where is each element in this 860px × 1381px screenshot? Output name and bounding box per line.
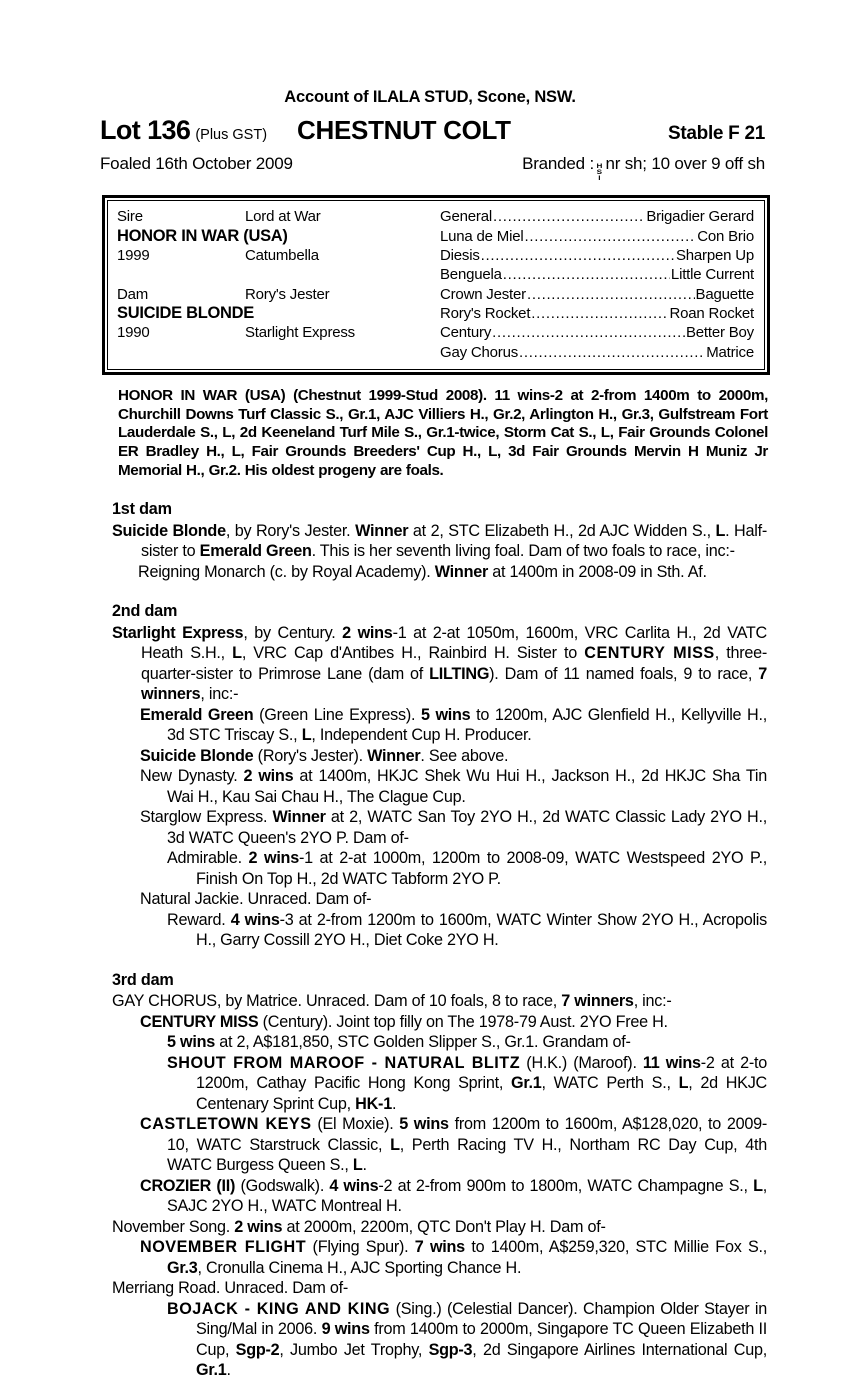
brand-symbol-icon xyxy=(596,164,602,182)
leader-dots xyxy=(527,285,695,304)
bj-t4: , 2d Singapore Airlines International Cup, xyxy=(472,1340,768,1359)
gp-dam: Matrice xyxy=(706,343,754,361)
bj-b1: 9 wins xyxy=(321,1320,370,1339)
november-flight-name: NOVEMBER FLIGHT xyxy=(140,1238,307,1257)
pedigree-inner xyxy=(107,200,765,370)
horse-type: CHESTNUT COLT xyxy=(297,115,511,146)
gc-t1: -1 at 2-at 1000m, 1200m to 2008-09, WATC Westspeed 2YO P., Finish On Top H., 2d WATC Tabform 2YO P. xyxy=(196,849,767,888)
gp-dam: Better Boy xyxy=(685,324,754,342)
nf-t2: to 1400m, A$259,320, STC Millie Fox S., xyxy=(464,1238,767,1257)
gp-sire: Gay Chorus xyxy=(440,343,519,361)
first-dam-main xyxy=(112,521,767,562)
td-t1: GAY CHORUS, by Matrice. Unraced. Dam of 10 foals, 8 to race, xyxy=(112,992,562,1011)
pedigree-left-column xyxy=(108,207,436,362)
third-dam-grandchild xyxy=(112,1299,767,1381)
second-dam-heading: 2nd dam xyxy=(112,602,178,621)
first-dam-name: Suicide Blonde xyxy=(112,521,226,540)
branded-label: Branded : xyxy=(522,154,594,174)
second-dam-child xyxy=(112,705,767,746)
child-detail: at 1400m in 2008-09 in Sth. Af. xyxy=(488,562,707,581)
child-t1: (Rory's Jester). xyxy=(253,746,368,765)
child-winner: Winner xyxy=(434,562,489,581)
pedigree-gp-row xyxy=(440,227,754,246)
first-dam-listed: L xyxy=(715,521,726,540)
sire-race-record: HONOR IN WAR (USA) (Chestnut 1999-Stud 2008). 11 wins-2 at 2-from 1400m to 2000m, Churchill Downs Turf Classic S., Gr.1, AJC Villiers H., Gr.2, Arlington H., Gr.3, Gulfstream Fort Lauderdale S., L, 2d Keeneland Turf Mile S., Gr.1-twice, Storm Cat S., L, Fair Grounds Colonel ER Bradley H., L, Fair Grounds Breeders' Cup H., L, 3d Fair Grounds Mervin H Muniz Jr Memorial H., Gr.2. His oldest progeny are foals. xyxy=(118,387,768,479)
foaled-date: Foaled 16th October 2009 xyxy=(100,154,293,174)
third-dam-section xyxy=(112,970,767,1381)
shout-t2: -2 at 2-to 1200m, Cathay Pacific Hong Kong Sprint, xyxy=(196,1053,767,1093)
account-line: Account of ILALA STUD, Scone, NSW. xyxy=(284,88,576,106)
td-b1: 7 winners xyxy=(561,992,634,1011)
gc-b1: 4 wins xyxy=(230,910,280,929)
nf-b2: Gr.3 xyxy=(167,1258,198,1277)
pedigree-right-column xyxy=(436,207,764,362)
gp-sire: General xyxy=(440,208,492,226)
sd-b3-century-miss: CENTURY MISS xyxy=(584,644,715,663)
sd-t1: , by Century. xyxy=(243,623,343,642)
shout-t1: (H.K.) (Maroof). xyxy=(520,1053,643,1072)
branded-value: nr sh; 10 over 9 off sh xyxy=(605,154,765,174)
shout-b4: HK-1 xyxy=(355,1094,392,1113)
second-dam-child xyxy=(112,889,767,910)
child-name: Starglow Express. xyxy=(140,808,273,827)
cz-t3: , SAJC 2YO H., WATC Montreal H. xyxy=(167,1176,767,1216)
brand-symbol-mid: S xyxy=(596,169,602,177)
gst-note: (Plus GST) xyxy=(195,127,268,144)
child-b1: 2 wins xyxy=(243,767,294,786)
sd-t5: ). Dam of 11 named foals, 9 to race, xyxy=(489,664,759,683)
first-dam-t2: at 2, STC Elizabeth H., 2d AJC Widden S., xyxy=(408,521,716,540)
gp-dam: Sharpen Up xyxy=(675,246,754,264)
third-dam-grandchild xyxy=(112,1237,767,1278)
merriang-name: Merriang Road. Unraced. Dam of- xyxy=(112,1279,349,1298)
bj-t5: . xyxy=(226,1361,231,1380)
cm-b1: 5 wins xyxy=(167,1033,215,1052)
ck-t4: . xyxy=(362,1156,367,1175)
cm-t1: (Century). Joint top filly on The 1978-79 Aust. 2YO Free H. xyxy=(258,1012,668,1031)
pedigree-table xyxy=(102,195,770,375)
child-t2: at 2, WATC San Toy 2YO H., 2d WATC Classic Lady 2YO H., 3d WATC Queen's 2YO P. Dam of- xyxy=(167,808,767,847)
sd-t4: , three-quarter-sister to Primrose Lane (dam of xyxy=(141,644,767,683)
brand-symbol-bottom: I xyxy=(598,175,601,183)
child-b1: Winner xyxy=(272,808,326,827)
third-dam-heading: 3rd dam xyxy=(112,970,174,989)
first-dam-section xyxy=(112,499,767,582)
sire-sire-name: Lord at War xyxy=(245,208,321,226)
sd-t2: -1 at 2-at 1050m, 1600m, VRC Carlita H., 2d VATC Heath S.H., xyxy=(141,623,767,663)
ck-b1: 5 wins xyxy=(399,1115,449,1134)
first-dam-emerald: Emerald Green xyxy=(199,542,312,561)
second-dam-child xyxy=(112,766,767,807)
sd-b2: L xyxy=(232,644,242,663)
sd-t6: , inc:- xyxy=(200,685,239,704)
dam-dam-name: Starlight Express xyxy=(245,324,355,342)
sire-label: Sire xyxy=(117,208,143,226)
child-t2: . See above. xyxy=(420,746,509,765)
nf-t1: (Flying Spur). xyxy=(306,1238,415,1257)
pedigree-sire-row xyxy=(117,207,436,226)
child-name: New Dynasty. xyxy=(140,767,244,786)
shout-name: SHOUT FROM MAROOF - NATURAL BLITZ xyxy=(167,1053,521,1072)
bj-t1: (Sing.) (Celestial Dancer). Champion Older Stayer in Sing/Mal in 2006. xyxy=(196,1299,767,1339)
first-dam-t3: . Half-sister to xyxy=(141,521,767,561)
pedigree-gp-row xyxy=(440,265,754,284)
gp-sire: Crown Jester xyxy=(440,285,526,303)
leader-dots xyxy=(493,207,645,226)
pedigree-gp-row xyxy=(440,323,754,342)
gp-sire: Diesis xyxy=(440,246,480,264)
second-dam-grandchild xyxy=(112,848,767,889)
dam-label: Dam xyxy=(117,285,149,303)
bj-b2: Sgp-2 xyxy=(235,1340,280,1359)
third-dam-child-cont xyxy=(112,1032,767,1053)
child-name: Emerald Green xyxy=(140,705,254,724)
ck-b2: L xyxy=(390,1135,400,1154)
gp-dam: Little Current xyxy=(670,266,754,284)
child-t3: , Independent Cup H. Producer. xyxy=(311,726,532,745)
sd-b4-lilting: LILTING xyxy=(429,664,490,683)
crozier-name: CROZIER (II) xyxy=(140,1176,236,1195)
gc-b1: 2 wins xyxy=(248,849,299,868)
sire-name: HONOR IN WAR (USA) xyxy=(117,226,288,245)
pedigree-gp-row xyxy=(440,207,754,226)
leader-dots xyxy=(492,323,685,342)
child-b1: Winner xyxy=(367,746,421,765)
leader-dots xyxy=(481,246,675,265)
sd-b5-winners: 7 winners xyxy=(141,664,767,704)
pedigree-spacer xyxy=(117,265,436,284)
gc-t1: -3 at 2-from 1200m to 1600m, WATC Winter Show 2YO H., Acropolis H., Garry Cossill 2YO H., Diet Coke 2YO H. xyxy=(196,910,767,950)
cz-t2: -2 at 2-from 900m to 1800m, WATC Champagne S., xyxy=(378,1176,754,1195)
ck-t3: , Perth Racing TV H., Northam RC Day Cup, 4th WATC Burgess Queen S., xyxy=(167,1135,767,1175)
ns-b1: 2 wins xyxy=(234,1217,283,1236)
pedigree-dam-year-row xyxy=(117,323,436,342)
third-dam-child xyxy=(112,1012,767,1033)
shout-t5: . xyxy=(391,1094,397,1113)
cz-b1: 4 wins xyxy=(329,1176,379,1195)
first-dam-t1: , by Rory's Jester. xyxy=(225,521,356,540)
child-name: Reigning Monarch (c. by Royal Academy). xyxy=(138,562,435,581)
gp-dam: Con Brio xyxy=(697,227,754,245)
shout-b1: 11 wins xyxy=(642,1053,701,1072)
pedigree-sire-name-row xyxy=(117,227,436,246)
child-name: Natural Jackie. Unraced. Dam of- xyxy=(140,890,372,909)
bj-t2: from 1400m to 2000m, Singapore TC Queen Elizabeth II Cup, xyxy=(196,1320,767,1359)
gp-sire: Rory's Rocket xyxy=(440,305,531,323)
lot-title-row xyxy=(0,106,860,146)
ns-name: November Song. xyxy=(112,1217,235,1236)
pedigree-gp-row xyxy=(440,343,754,362)
pedigree-dam-row xyxy=(117,285,436,304)
branded-info xyxy=(522,154,765,183)
nf-t3: , Cronulla Cinema H., AJC Sporting Chance H. xyxy=(197,1258,522,1277)
bojack-name: BOJACK - KING AND KING xyxy=(167,1299,391,1318)
first-dam-winner: Winner xyxy=(355,521,409,540)
gp-sire: Benguela xyxy=(440,266,502,284)
bj-t3: , Jumbo Jet Trophy, xyxy=(279,1340,429,1359)
second-dam-grandchild xyxy=(112,910,767,951)
foaled-branded-row xyxy=(0,146,860,183)
third-dam-grandchild xyxy=(112,1053,767,1115)
leader-dots xyxy=(519,343,705,362)
child-t1: (Green Line Express). xyxy=(253,705,421,724)
gp-dam: Brigadier Gerard xyxy=(646,208,754,226)
gp-sire: Century xyxy=(440,324,492,342)
third-dam-main xyxy=(112,991,767,1012)
shout-t3: , WATC Perth S., xyxy=(541,1074,679,1093)
nf-b1: 7 wins xyxy=(414,1238,465,1257)
child-t2: at 1400m, HKJC Shek Wu Hui H., Jackson H., 2d HKJC Sha Tin Wai H., Kau Sai Chau H., The Clague Cup. xyxy=(167,767,767,806)
century-miss-name: CENTURY MISS xyxy=(140,1012,259,1031)
brand-symbol-top: H xyxy=(596,163,603,171)
third-dam-child xyxy=(112,1114,767,1176)
dam-year: 1990 xyxy=(117,324,150,342)
second-dam-child xyxy=(112,746,767,767)
gc-name: Reward. xyxy=(167,910,231,929)
shout-t4: , 2d HKJC Centenary Sprint Cup, xyxy=(196,1074,767,1113)
leader-dots xyxy=(525,227,697,246)
cm-t2: at 2, A$181,850, STC Golden Slipper S., Gr.1. Grandam of- xyxy=(214,1033,631,1052)
ns-t1: at 2000m, 2200m, QTC Don't Play H. Dam of- xyxy=(282,1217,606,1236)
sd-t3: , VRC Cap d'Antibes H., Rainbird H. Sister to xyxy=(241,644,585,663)
second-dam-name: Starlight Express xyxy=(112,623,244,642)
stable-label: Stable F 21 xyxy=(667,123,765,145)
second-dam-child xyxy=(112,807,767,848)
castletown-name: CASTLETOWN KEYS xyxy=(140,1115,312,1134)
sire-dam-name: Catumbella xyxy=(245,246,319,264)
bj-b3: Sgp-3 xyxy=(428,1340,473,1359)
first-dam-t4: . This is her seventh living foal. Dam of two foals to race, inc:- xyxy=(311,542,735,561)
ck-t1: (El Moxie). xyxy=(311,1115,400,1134)
gp-dam: Baguette xyxy=(695,285,754,303)
ck-b3: L xyxy=(352,1156,363,1175)
pedigree-gp-row xyxy=(440,246,754,265)
td-t2: , inc:- xyxy=(633,992,672,1011)
gp-sire: Luna de Miel xyxy=(440,227,524,245)
sd-b1: 2 wins xyxy=(342,623,393,642)
child-t2: to 1200m, AJC Glenfield H., Kellyville H., 3d STC Triscay S., xyxy=(167,705,767,745)
second-dam-section xyxy=(112,601,767,951)
dam-sire-name: Rory's Jester xyxy=(245,285,330,303)
cz-b2: L xyxy=(753,1176,763,1195)
gp-dam: Roan Rocket xyxy=(669,305,754,323)
child-b2: L xyxy=(301,726,312,745)
cz-t1: (Godswalk). xyxy=(235,1176,330,1195)
bj-b4: Gr.1 xyxy=(196,1361,227,1380)
ck-t2: from 1200m to 1600m, A$128,020, to 2009-10, WATC Starstruck Classic, xyxy=(167,1115,768,1154)
lot-number: Lot 136 xyxy=(100,115,191,146)
leader-dots xyxy=(531,304,668,323)
third-dam-child xyxy=(112,1176,767,1217)
child-b1: 5 wins xyxy=(420,705,471,724)
third-dam-child xyxy=(112,1278,767,1299)
first-dam-heading: 1st dam xyxy=(112,500,172,519)
first-dam-child xyxy=(112,562,767,583)
dam-name: SUICIDE BLONDE xyxy=(117,304,254,323)
leader-dots xyxy=(503,265,670,284)
third-dam-child xyxy=(112,1217,767,1238)
pedigree-dam-name-row xyxy=(117,304,436,323)
pedigree-gp-row xyxy=(440,285,754,304)
shout-b3: L xyxy=(678,1074,689,1093)
gc-name: Admirable. xyxy=(167,849,249,868)
pedigree-gp-row xyxy=(440,304,754,323)
pedigree-sire-year-row xyxy=(117,246,436,265)
second-dam-main xyxy=(112,623,767,705)
pedigree-spacer-2 xyxy=(117,343,436,362)
shout-b2: Gr.1 xyxy=(511,1074,542,1093)
child-name: Suicide Blonde xyxy=(140,746,254,765)
sire-year: 1999 xyxy=(117,246,150,264)
